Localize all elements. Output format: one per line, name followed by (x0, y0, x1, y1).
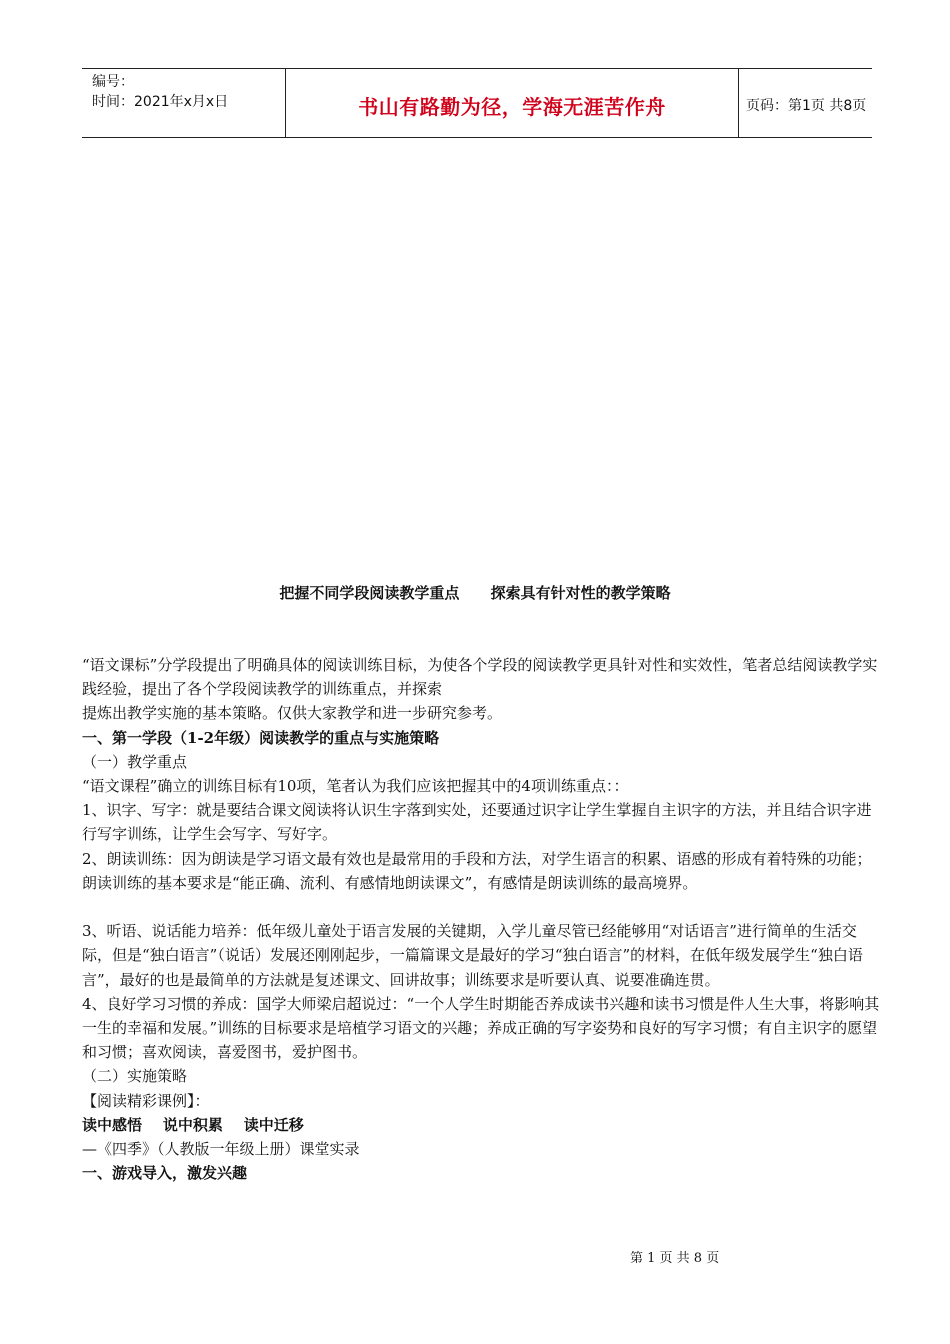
list-item-listening-speaking: 3、听语、说话能力培养：低年级儿童处于语言发展的关键期，入学儿童尽管已经能够用“对话语言”进行简单的生活交际，但是“独白语言”（说话）发展还刚刚起步，一篇篇课文是最好的学习“独白语言”的材料，在低年级发展学生“独白语言”，最好的也是最简单的方法就是复述课文、回讲故事；训练要求是听要认真、说要准确连贯。 (82, 922, 863, 989)
body-paragraph: “语文课程”确立的训练目标有10项，笔者认为我们应该把握其中的4项训练重点：： (82, 777, 629, 796)
document-title: 把握不同学段阅读教学重点 探索具有针对性的教学策略 (279, 584, 671, 602)
header-motto: 书山有路勤为径，学海无涯苦作舟 (358, 95, 666, 119)
page-footer: 第 1 页 共 8 页 (630, 1251, 720, 1266)
lesson-example-title: 读中感悟 说中积累 读中迁移 (82, 1115, 304, 1134)
header-page-number: 页码：第1页 共8页 (746, 98, 867, 114)
list-item-reading-aloud: 2、朗读训练：因为朗读是学习语文最有效也是最常用的手段和方法，对学生语言的积累、语感的形成有着特殊的功能；朗读训练的基本要求是“能正确、流利、有感情地朗读课文”，有感情是朗读训练的最高境界。 (82, 849, 872, 892)
subsection-heading-teaching-focus: （一）教学重点 (82, 752, 188, 771)
lesson-example-subtitle: —《四季》（人教版一年级上册）课堂实录 (82, 1140, 360, 1159)
header-motto-cell (285, 69, 739, 137)
intro-paragraph-2: 提炼出教学实施的基本策略。仅供大家教学和进一步研究参考。 (82, 704, 503, 723)
intro-paragraph-1: “语文课标”分学段提出了明确具体的阅读训练目标，为使各个学段的阅读教学更具针对性和实效性，笔者总结阅读教学实践经验，提出了各个学段阅读教学的训练重点，并探索 (82, 656, 878, 699)
lesson-example-label: 【阅读精彩课例】： (82, 1091, 210, 1110)
subsection-heading-strategy: （二）实施策略 (82, 1067, 188, 1086)
document-body (82, 653, 880, 1185)
document-header (82, 68, 872, 138)
list-item-study-habits: 4、良好学习习惯的养成：国学大师梁启超说过：“一个人学生时期能否养成读书兴趣和读书习惯是件人生大事，将影响其一生的幸福和发展。”训练的目标要求是培植学习语文的兴趣；养成正确的写字姿势和良好的写字习惯；有自主识字的愿望和习惯；喜欢阅读，喜爱图书，爱护图书。 (82, 994, 880, 1062)
header-info-cell (82, 69, 285, 137)
blank-line (82, 895, 880, 919)
lesson-step-heading: 一、游戏导入，激发兴趣 (82, 1164, 248, 1183)
section-heading-1: 一、第一学段（1-2年级）阅读教学的重点与实施策略 (82, 728, 440, 747)
header-page-cell (738, 69, 872, 137)
document-number-label: 编号： (92, 74, 134, 90)
list-item-literacy: 1、识字、写字：就是要结合课文阅读将认识生字落到实处，还要通过识字让学生掌握自主识字的方法，并且结合识字进行写字训练，让学生会写字、写好字。 (82, 801, 872, 844)
document-time-label: 时间：2021年x月x日 (92, 94, 229, 110)
